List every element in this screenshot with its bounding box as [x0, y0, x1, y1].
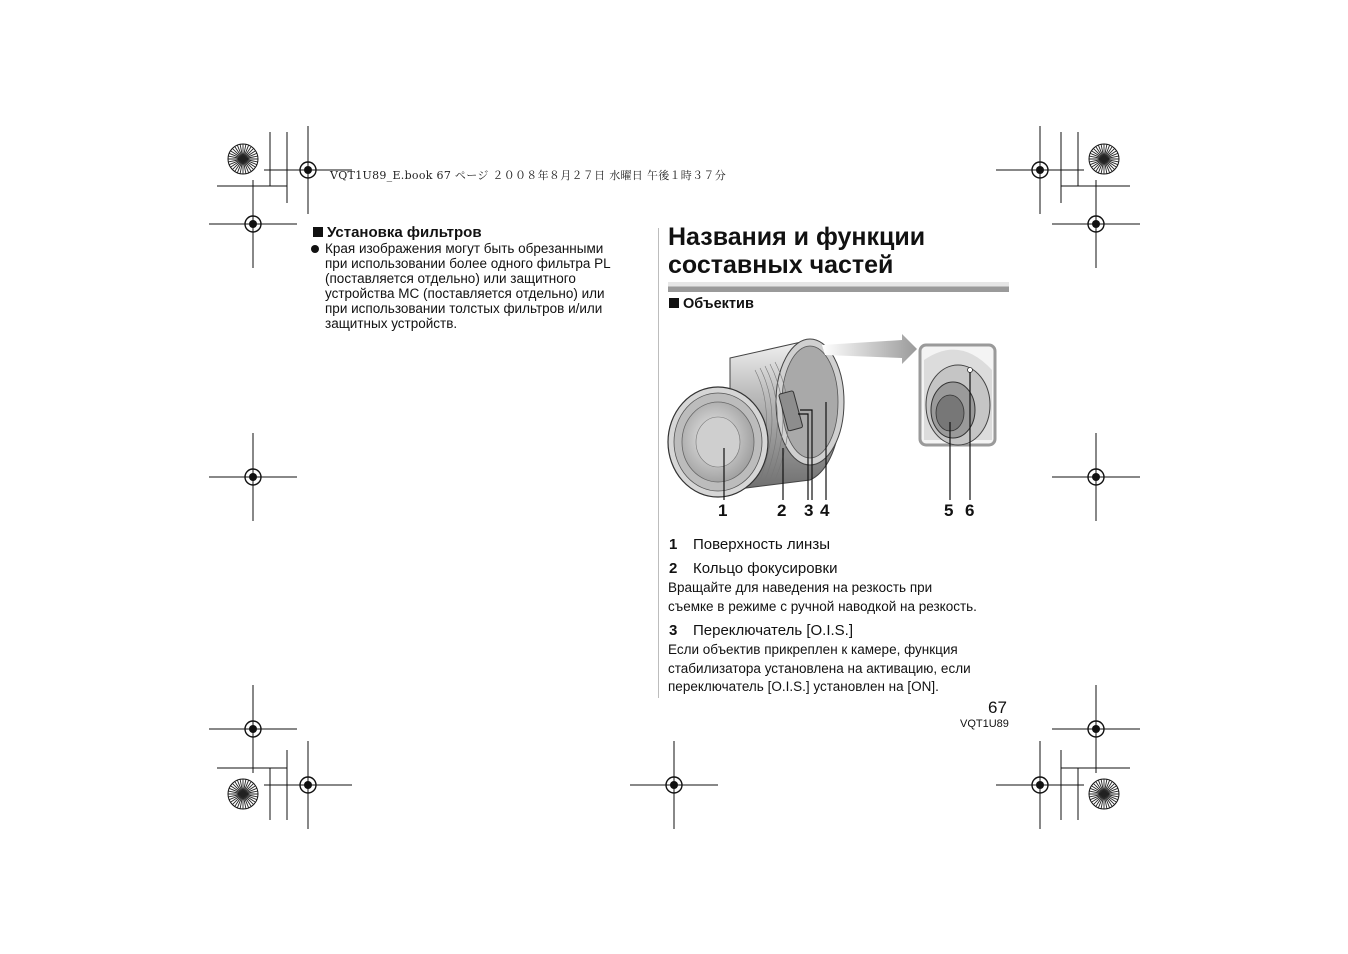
callout-3: 3 — [804, 501, 814, 520]
text-line: защитных устройств. — [325, 316, 458, 331]
text-line: стабилизатора установлена на активацию, если — [668, 660, 971, 676]
item-2-description — [668, 579, 977, 616]
text-line: устройства MC (поставляется отдельно) или — [325, 286, 605, 301]
square-bullet-icon — [313, 227, 323, 237]
column-divider — [658, 228, 659, 698]
page-title-line1: Названия и функции — [668, 223, 926, 251]
page-title-line2: составных частей — [668, 251, 894, 279]
callout-1: 1 — [718, 501, 728, 520]
filters-title-text: Установка фильтров — [327, 224, 482, 241]
item-1 — [669, 536, 830, 553]
page-title — [668, 223, 925, 279]
text-line: Края изображения могут быть обрезанными — [325, 241, 604, 256]
item-3 — [669, 622, 853, 639]
lens-illustration — [660, 330, 1010, 500]
text-line: при использовании толстых фильтров и/или — [325, 301, 603, 316]
callout-4: 4 — [820, 501, 830, 520]
item-2 — [669, 560, 837, 577]
page-number: 67 — [988, 698, 1007, 717]
model-code: VQT1U89 — [960, 718, 1009, 730]
square-bullet-icon — [669, 298, 679, 308]
callout-2: 2 — [777, 501, 787, 520]
lens-section-text: Объектив — [683, 296, 754, 312]
item-label: Переключатель [O.I.S.] — [693, 622, 853, 639]
item-number: 3 — [669, 622, 678, 639]
filters-section-title — [313, 224, 482, 241]
item-3-description — [668, 641, 971, 697]
text-line: переключатель [O.I.S.] установлен на [ON]. — [668, 679, 939, 694]
item-label: Поверхность линзы — [693, 536, 830, 553]
filters-bullet-text — [325, 241, 655, 331]
item-number: 1 — [669, 536, 678, 553]
book-info-header: VQT1U89_E.book 67 ページ ２００８年８月２７日 水曜日 午後１時３７分 — [330, 169, 727, 182]
title-underline-bar — [668, 282, 1009, 292]
callout-5: 5 — [944, 501, 954, 520]
text-line: Вращайте для наведения на резкость при — [668, 580, 933, 595]
text-line: при использовании более одного фильтра PL — [325, 256, 611, 271]
dot-bullet-icon — [311, 245, 319, 253]
text-line: съемке в режиме с ручной наводкой на резкость. — [668, 598, 977, 614]
lens-section-title — [669, 296, 754, 312]
text-line: (поставляется отдельно) или защитного — [325, 271, 576, 286]
item-label: Кольцо фокусировки — [693, 560, 838, 577]
item-number: 2 — [669, 560, 678, 577]
text-line: Если объектив прикреплен к камере, функция — [668, 642, 958, 657]
callout-6: 6 — [965, 501, 975, 520]
